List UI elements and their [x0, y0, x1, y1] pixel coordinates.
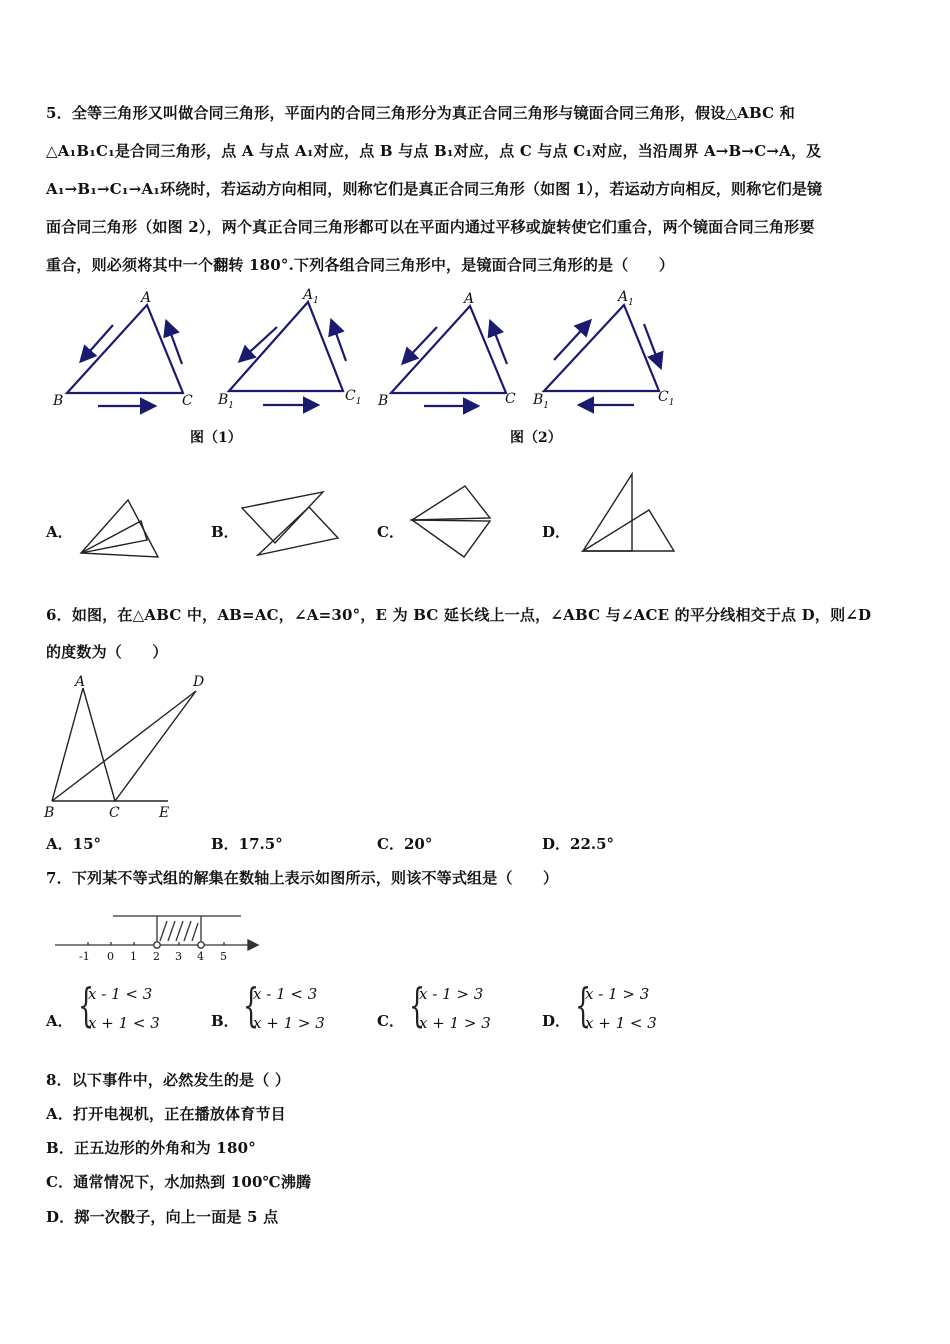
q5-option-c[interactable]: C． [377, 523, 404, 541]
q5-text-line-4: 面合同三角形（如图 2），两个真正合同三角形都可以在平面内通过平移或旋转使它们重合，两个镜面合同三角形要 [46, 218, 815, 236]
q5-text-line-5: 重合，则必须将其中一个翻转 180°.下列各组合同三角形中，是镜面合同三角形的是（ ） [46, 256, 675, 274]
q8-option-a[interactable]: A．打开电视机，正在播放体育节目 [46, 1105, 286, 1123]
q5-option-c-shape-2 [412, 520, 490, 557]
q6-label-e: E [159, 805, 170, 821]
fig2-label-c: C [505, 391, 516, 407]
fig2-label-a: A [464, 291, 475, 307]
fig1-triangle-a1b1c1 [229, 302, 343, 391]
q7-d-ineq-2: x + 1 < 3 [585, 1014, 657, 1032]
q8-option-b[interactable]: B．正五边形的外角和为 180° [46, 1139, 256, 1157]
q6-label-b: B [44, 805, 55, 821]
q7-text: 7．下列某不等式组的解集在数轴上表示如图所示，则该不等式组是（ ） [46, 869, 559, 887]
q5-option-d-shape-1 [583, 474, 632, 551]
fig1-caption: 图（1） [190, 430, 242, 446]
tick-label: 0 [107, 950, 114, 963]
tick-label: 5 [220, 950, 227, 963]
fig2-label-c1: $C_1$ [658, 389, 675, 408]
tick-label: 2 [153, 950, 160, 963]
q7-option-d[interactable]: D． [542, 1012, 571, 1030]
fig1-label-c: C [182, 393, 193, 409]
q7-c-ineq-2: x + 1 > 3 [419, 1014, 491, 1032]
q6-option-a[interactable]: A．15° [46, 835, 102, 853]
q5-option-b[interactable]: B． [211, 523, 239, 541]
tick-label: -1 [79, 950, 90, 963]
fig2-label-b1: $B_1$ [533, 392, 550, 411]
q7-number-line [55, 916, 258, 950]
q7-b-ineq-1: x - 1 < 3 [253, 985, 318, 1003]
fig1-label-a: A [141, 290, 152, 306]
q6-option-d[interactable]: D．22.5° [542, 835, 615, 853]
q6-label-c: C [109, 805, 120, 821]
q7-c-ineq-1: x - 1 > 3 [419, 985, 484, 1003]
q5-option-b-shape-1 [242, 492, 323, 543]
fig1-label-c1: $C_1$ [345, 388, 362, 407]
q8-option-d[interactable]: D．掷一次骰子，向上一面是 5 点 [46, 1208, 279, 1226]
q7-option-a[interactable]: A． [46, 1012, 73, 1030]
q5-option-a[interactable]: A． [46, 523, 73, 541]
fig2-caption: 图（2） [510, 430, 562, 446]
q7-b-ineq-2: x + 1 > 3 [253, 1014, 325, 1032]
q6-option-b[interactable]: B．17.5° [211, 835, 283, 853]
fig2-label-b: B [378, 393, 389, 409]
q5-option-d-shape-2 [583, 510, 674, 551]
q5-text-line-3: A₁→B₁→C₁→A₁环绕时，若运动方向相同，则称它们是真正合同三角形（如图 1），若运动方向相反，则称它们是镜 [46, 180, 823, 198]
q7-d-ineq-1: x - 1 > 3 [585, 985, 650, 1003]
brace-icon: { [575, 978, 592, 1032]
q5-option-b-shape-2 [258, 507, 338, 555]
fig1-label-a1: $A_1$ [303, 287, 319, 306]
fig1-label-b: B [53, 393, 64, 409]
fig1-triangle-abc [67, 305, 183, 393]
tick-label: 4 [197, 950, 204, 963]
q5-option-a-shape-2 [81, 521, 147, 553]
q5-text-line-1: 5．全等三角形又叫做合同三角形，平面内的合同三角形分为真正合同三角形与镜面合同三角形，假设△ABC 和 [46, 104, 795, 122]
tick-label: 3 [175, 950, 182, 963]
q8-text: 8．以下事件中，必然发生的是（ ） [46, 1071, 291, 1089]
q6-label-d: D [193, 674, 205, 690]
q5-option-a-shape-1 [81, 500, 158, 557]
q6-figure [52, 688, 196, 801]
q7-a-ineq-2: x + 1 < 3 [88, 1014, 160, 1032]
q5-option-c-shape-1 [412, 486, 490, 520]
q7-a-ineq-1: x - 1 < 3 [88, 985, 153, 1003]
brace-icon: { [409, 978, 426, 1032]
fig2-triangle-abc [391, 306, 506, 393]
fig1-label-b1: $B_1$ [218, 392, 235, 411]
brace-icon: { [243, 978, 260, 1032]
q6-option-c[interactable]: C．20° [377, 835, 433, 853]
q7-option-b[interactable]: B． [211, 1012, 239, 1030]
q6-text-line-1: 6．如图，在△ABC 中，AB=AC，∠A=30°，E 为 BC 延长线上一点，∠ABC 与∠ACE 的平分线相交于点 D，则∠D [46, 606, 872, 624]
q5-option-d[interactable]: D． [542, 523, 571, 541]
q6-label-a: A [75, 674, 86, 690]
q8-option-c[interactable]: C．通常情况下，水加热到 100℃沸腾 [46, 1173, 312, 1191]
brace-icon: { [78, 978, 95, 1032]
q5-text-line-2: △A₁B₁C₁是合同三角形，点 A 与点 A₁对应，点 B 与点 B₁对应，点 C 与点 C₁对应，当沿周界 A→B→C→A，及 [46, 142, 822, 160]
tick-label: 1 [130, 950, 137, 963]
q7-option-c[interactable]: C． [377, 1012, 404, 1030]
fig2-label-a1: $A_1$ [618, 289, 634, 308]
q6-text-line-2: 的度数为（ ） [46, 643, 168, 661]
fig2-triangle-a1b1c1 [544, 305, 659, 391]
